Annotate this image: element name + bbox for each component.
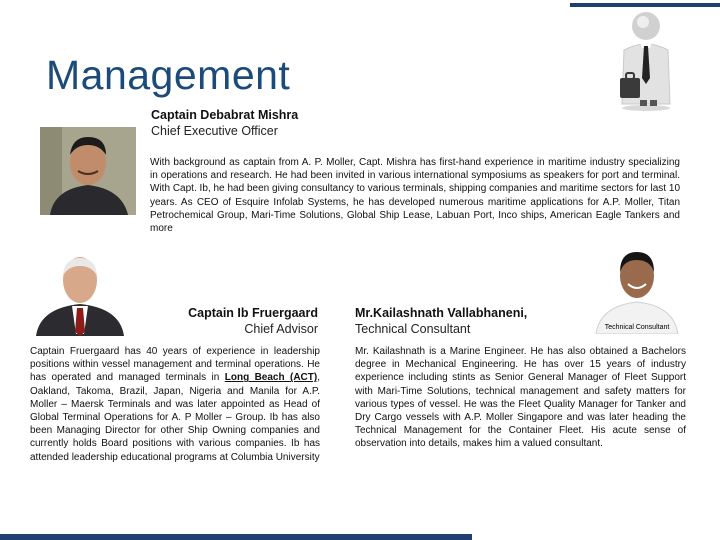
page-title: Management bbox=[46, 52, 291, 98]
consultant-role: Technical Consultant bbox=[355, 322, 471, 336]
consultant-bio: Mr. Kailashnath is a Marine Engineer. He has also obtained a Bachelors degree in Mechanical Engineering. He has over 15 years of industry experience including stints as Senior General Manager of Fleet Support with Mari-Time Solutions, technical management and safety matters for various types of vessel. He was the Fleet Quality Manager for Tanker and Dry Cargo vessels with A.P. Moller Singapore and was later heading the Technical Management for the Container Fleet. His acute sense of observation into details, makes him a valued consultant. bbox=[355, 346, 686, 450]
businessman-with-briefcase-icon bbox=[610, 8, 680, 112]
advisor-role: Chief Advisor bbox=[244, 322, 318, 336]
ceo-bio: With background as captain from A. P. Moller, Capt. Mishra has first-hand experience in maritime industry specializing in operations and research. He had been invited in various international symposiums as speakers for port and terminal. With Capt. Ib, he had been giving consultancy to various terminals, shipping companies and maritime sectors for last 10 years. As CEO of Esquire Infolab Systems, he has developed numerous maritime applications for A.P. Moller, Titan Petrochemical Group, Mari-Time Solutions, Global Ship Lease, Labuan Port, Inco ships, American Eagle Tankers and more bbox=[150, 157, 680, 235]
bottom-accent-bar bbox=[0, 534, 472, 540]
top-accent-bar bbox=[570, 3, 720, 7]
consultant-photo-label: Technical Consultant bbox=[604, 324, 670, 331]
consultant-name: Mr.Kailashnath Vallabhaneni, bbox=[355, 306, 528, 320]
long-beach-link[interactable]: Long Beach (ACT) bbox=[224, 372, 318, 384]
advisor-name: Captain Ib Fruergaard bbox=[188, 306, 318, 320]
advisor-bio-text: Captain Fruergaard has 40 years of experience in leadership positions within vessel management and terminal operations. He has operated and managed terminals in bbox=[30, 346, 320, 384]
advisor-bio bbox=[30, 345, 320, 464]
ceo-role: Chief Executive Officer bbox=[151, 124, 278, 138]
advisor-bio-text-continued: , Oakland, Takoma, Brazil, Japan, Nigeria and Manila for A.P. Moller – Maersk Terminals and was later appointed as Head of Global Terminal Operations for A. P Moller – Group. Ib has also been Managing Director for other Ship Owning companies and currently holds Board positions with various companies. Ib has attended leadership educational programs at Columbia University bbox=[30, 372, 320, 463]
consultant-photo bbox=[592, 242, 682, 334]
advisor-photo bbox=[30, 246, 130, 336]
ceo-name: Captain Debabrat Mishra bbox=[151, 108, 299, 122]
ceo-photo bbox=[40, 127, 136, 215]
